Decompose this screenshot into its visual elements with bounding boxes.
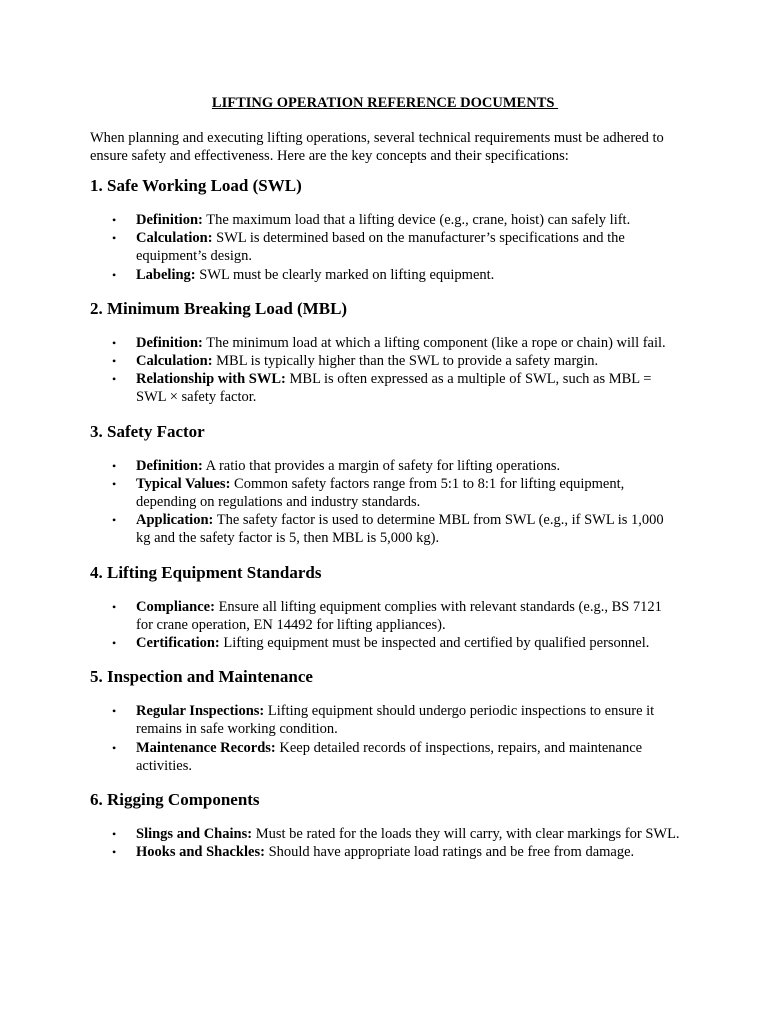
list-item [90, 825, 680, 843]
bullet-icon: • [112, 372, 117, 387]
bullet-list [90, 211, 680, 284]
bullet-icon: • [112, 599, 117, 614]
bullet-icon: • [112, 636, 117, 651]
list-item [90, 634, 680, 652]
item-text: Keep detailed records of inspections, repairs, and maintenance activities. [136, 739, 643, 774]
document-title: LIFTING OPERATION REFERENCE DOCUMENTS [211, 95, 559, 111]
item-text: Lifting equipment must be inspected and certified by qualified personnel. [219, 635, 650, 652]
bullet-icon: • [112, 335, 117, 350]
bullet-icon: • [112, 740, 117, 755]
bullet-list [90, 598, 680, 653]
bullet-list [90, 334, 680, 407]
item-term: Typical Values: [136, 475, 231, 492]
section-heading: 3. Safety Factor [90, 421, 205, 441]
bullet-icon: • [112, 513, 117, 528]
list-item [90, 211, 680, 229]
item-term: Application: [136, 512, 214, 529]
item-text: Common safety factors range from 5:1 to 8:1 for lifting equipment, depending on regulations and industry standards. [136, 475, 625, 511]
item-term: Hooks and Shackles: [136, 844, 265, 861]
list-item [90, 739, 680, 775]
item-text: Ensure all lifting equipment complies with relevant standards (e.g., BS 7121 for crane operation, EN 14492 for lifting appliances). [136, 598, 662, 633]
section-5 [90, 666, 680, 775]
section-heading: 6. Rigging Components [90, 790, 260, 810]
item-text: Must be rated for the loads they will carry, with clear markings for SWL. [252, 826, 680, 843]
item-term: Slings and Chains: [136, 826, 253, 843]
intro-paragraph: When planning and executing lifting operations, several technical requirements must be adhered to ensure safety and effectiveness. Here are the key concepts and their specifications: [90, 130, 664, 164]
item-text: Should have appropriate load ratings and be free from damage. [264, 844, 635, 861]
section-1 [90, 175, 680, 284]
bullet-icon: • [112, 354, 117, 369]
item-text: The minimum load at which a lifting component (like a rope or chain) will fail. [202, 334, 666, 351]
list-item [90, 229, 680, 265]
section-4 [90, 562, 680, 653]
item-text: SWL must be clearly marked on lifting equipment. [195, 266, 495, 283]
list-item [90, 702, 680, 738]
item-text: MBL is typically higher than the SWL to provide a safety margin. [212, 353, 599, 370]
item-term: Calculation: [136, 230, 213, 247]
item-term: Calculation: [136, 353, 213, 370]
bullet-icon: • [112, 213, 117, 227]
item-term: Definition: [136, 212, 203, 228]
item-text: A ratio that provides a margin of safety for lifting operations. [202, 457, 561, 474]
item-text: The maximum load that a lifting device (e.g., crane, hoist) can safely lift. [202, 212, 631, 228]
list-item [90, 843, 680, 861]
list-item [90, 352, 680, 370]
item-term: Certification: [136, 635, 220, 652]
bullet-icon: • [112, 704, 117, 719]
bullet-icon: • [112, 845, 117, 860]
bullet-list [90, 457, 680, 548]
bullet-icon: • [112, 231, 117, 246]
item-term: Maintenance Records: [136, 739, 276, 756]
section-heading: 5. Inspection and Maintenance [90, 667, 313, 687]
item-term: Labeling: [136, 266, 196, 283]
section-2 [90, 298, 680, 407]
item-text: SWL is determined based on the manufacturer’s specifications and the equipment’s design. [136, 230, 625, 265]
sections-container [90, 175, 680, 861]
item-term: Definition: [136, 457, 203, 474]
section-3 [90, 421, 680, 548]
list-item [90, 370, 680, 406]
item-text: The safety factor is used to determine MBL from SWL (e.g., if SWL is 1,000 kg and the safety factor is 5, then MBL is 5,000 kg). [136, 512, 664, 547]
list-item [90, 266, 680, 284]
section-heading: 4. Lifting Equipment Standards [90, 562, 322, 582]
bullet-list [90, 825, 680, 861]
list-item [90, 511, 680, 547]
list-item [90, 475, 680, 511]
section-6 [90, 789, 680, 861]
item-text: Lifting equipment should undergo periodic inspections to ensure it remains in safe working condition. [136, 703, 655, 738]
document-page [90, 94, 680, 875]
list-item [90, 334, 680, 352]
bullet-list [90, 702, 680, 775]
item-term: Definition: [136, 334, 203, 351]
item-term: Compliance: [136, 598, 215, 615]
item-text: MBL is often expressed as a multiple of SWL, such as MBL = SWL × safety factor. [136, 371, 652, 406]
item-term: Relationship with SWL: [136, 371, 286, 388]
bullet-icon: • [112, 267, 117, 282]
list-item [90, 598, 680, 634]
item-term: Regular Inspections: [136, 703, 265, 720]
list-item [90, 457, 680, 475]
bullet-icon: • [112, 827, 117, 842]
section-heading: 2. Minimum Breaking Load (MBL) [90, 298, 348, 318]
bullet-icon: • [112, 476, 117, 491]
section-heading: 1. Safe Working Load (SWL) [90, 176, 302, 195]
bullet-icon: • [112, 458, 117, 473]
